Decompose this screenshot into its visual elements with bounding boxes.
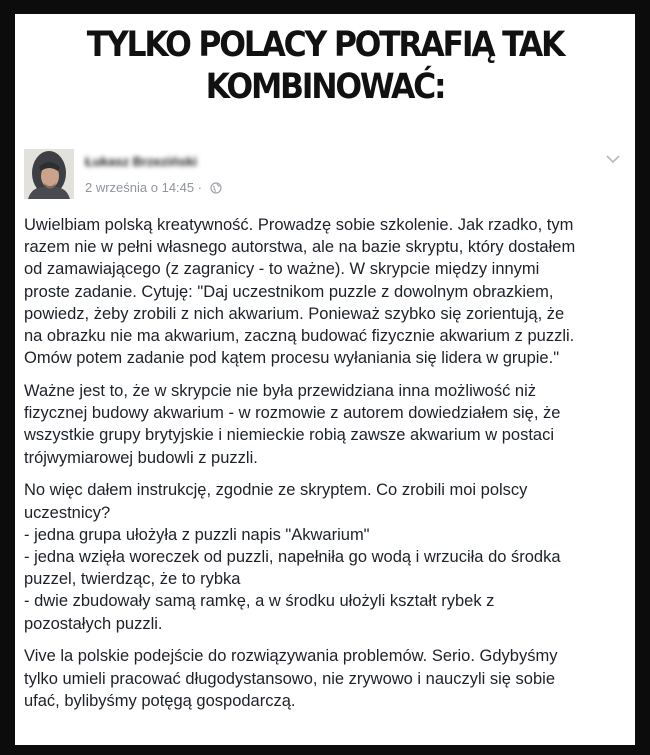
text-line: ufać, bylibyśmy potęgą gospodarczą. — [24, 691, 296, 710]
text-line: proste zadanie. Cytuję: "Daj uczestnikom puzzle z dowolnym obrazkiem, — [24, 282, 554, 301]
post-paragraph-1 — [24, 214, 628, 369]
text-line: trójwymiarowej budowli z puzzli. — [24, 448, 258, 467]
meta-separator: · — [197, 180, 203, 195]
text-line: Omów potem zadanie pod kątem procesu wyłaniania się lidera w grupie." — [24, 349, 560, 368]
text-line: tylko umieli pracować długodystansowo, nie zrywowo i nauczyli się sobie — [24, 669, 555, 688]
text-line: - jedna wzięła woreczek od puzzli, napełniła go wodą i wrzuciła do środka — [24, 548, 561, 567]
text-line: - jedna grupa ułożyła z puzzli napis "Akwarium" — [24, 525, 370, 544]
post-paragraph-3 — [24, 479, 628, 634]
text-line: Uwielbiam polską kreatywność. Prowadzę sobie szkolenie. Jak rzadko, tym — [24, 216, 574, 234]
text-line: razem nie w pełni własnego autorstwa, ale na bazie skryptu, który dostałem — [24, 238, 576, 257]
text-line: powiedz, żeby zrobili z nich akwarium. Ponieważ szybko się zorientują, że — [24, 304, 565, 323]
headline-line-1: TYLKO POLACY POTRAFIĄ TAK — [86, 25, 564, 65]
post-header — [15, 142, 635, 202]
text-line: fizycznej budowy akwarium - w rozmowie z autorem dowiedziałem się, że — [24, 404, 561, 423]
text-line: pozostałych puzzli. — [24, 614, 163, 633]
post-paragraph-4 — [24, 645, 628, 712]
text-line: na obrazku nie ma akwarium, zaczną budować fizycznie akwarium z puzzli. — [24, 327, 575, 346]
text-line: uczestnicy? — [24, 503, 111, 522]
frame-top-border — [0, 0, 650, 14]
post-body — [24, 214, 628, 723]
text-line: Ważne jest to, że w skrypcie nie była przewidziana inna możliwość niż — [24, 382, 537, 401]
text-line: Vive la polskie podejście do rozwiązywania problemów. Serio. Gdybyśmy — [24, 647, 558, 666]
post-meta — [85, 180, 222, 197]
text-line: wszystkie grupy brytyjskie i niemieckie robią zawsze akwarium w postaci — [24, 426, 555, 445]
post-paragraph-2 — [24, 380, 628, 469]
headline-line-2: KOMBINOWAĆ: — [205, 67, 445, 107]
frame-left-border — [0, 0, 15, 755]
profile-photo — [24, 149, 74, 199]
facebook-post — [15, 142, 635, 710]
frame-right-border — [635, 0, 650, 755]
meme-headline — [46, 24, 604, 108]
chevron-down-icon[interactable] — [605, 152, 621, 164]
globe-icon[interactable] — [210, 182, 222, 197]
post-date[interactable]: 2 września o 14:45 — [85, 180, 195, 195]
frame-bottom-border — [0, 745, 650, 755]
text-line: od zamawiającego (z zagranicy - to ważne). W skrypcie między innymi — [24, 260, 540, 279]
text-line: puzzel, twierdząc, że to rybka — [24, 570, 241, 589]
author-name[interactable]: Łukasz Brzeziński — [85, 154, 197, 169]
text-line: No więc dałem instrukcję, zgodnie ze skryptem. Co zrobili moi polscy — [24, 481, 528, 500]
avatar[interactable] — [24, 149, 74, 199]
text-line: - dwie zbudowały samą ramkę, a w środku ułożyli kształt rybek z — [24, 592, 495, 611]
